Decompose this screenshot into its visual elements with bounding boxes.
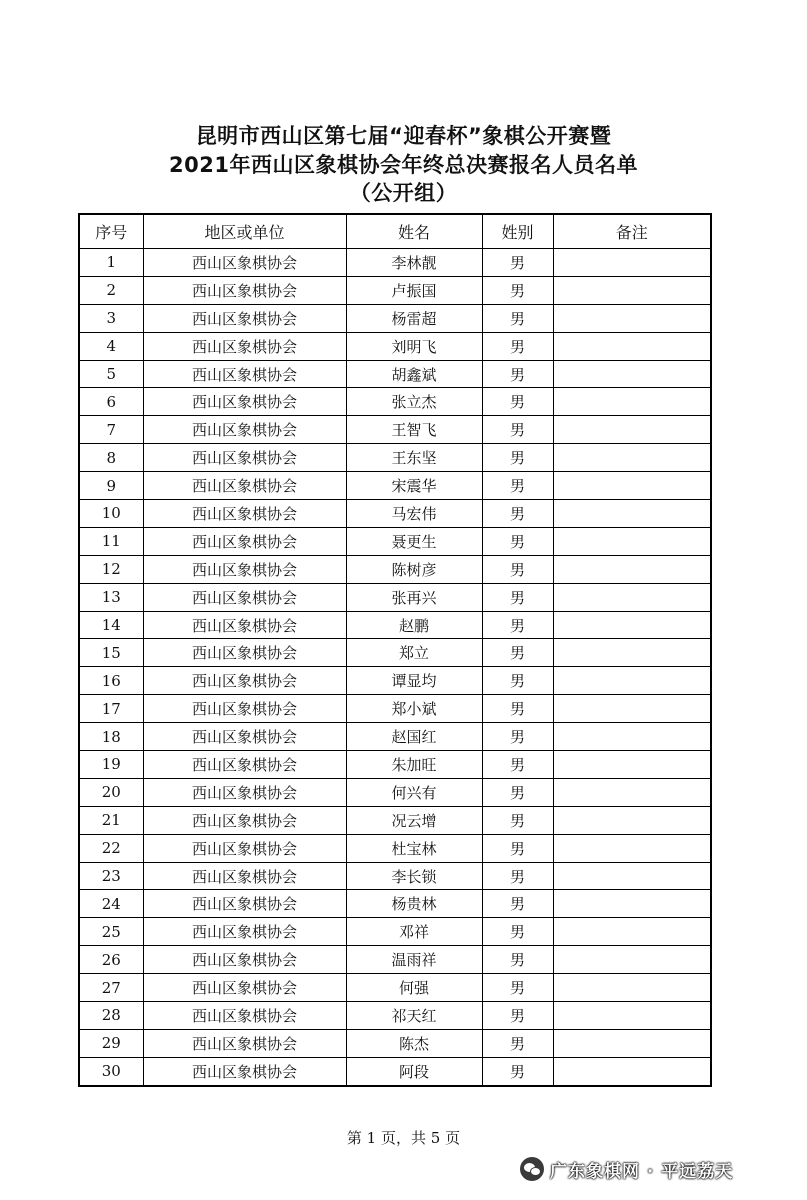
cell-unit: 西山区象棋协会 <box>143 276 346 304</box>
table-row <box>79 611 711 639</box>
header-serial: 序号 <box>79 214 143 249</box>
cell-gender: 男 <box>482 1029 553 1057</box>
cell-remarks <box>553 918 711 946</box>
cell-name: 马宏伟 <box>346 500 482 528</box>
cell-gender: 男 <box>482 500 553 528</box>
table-row <box>79 360 711 388</box>
cell-serial: 12 <box>79 555 143 583</box>
registration-table <box>78 213 712 1087</box>
table-row <box>79 1002 711 1030</box>
cell-remarks <box>553 332 711 360</box>
watermark-text: 广东象棋网 · 平远荔天 <box>550 1161 734 1182</box>
cell-remarks <box>553 249 711 277</box>
cell-serial: 17 <box>79 695 143 723</box>
cell-unit: 西山区象棋协会 <box>143 778 346 806</box>
cell-unit: 西山区象棋协会 <box>143 249 346 277</box>
cell-serial: 13 <box>79 583 143 611</box>
cell-unit: 西山区象棋协会 <box>143 974 346 1002</box>
cell-name: 赵国红 <box>346 723 482 751</box>
cell-name: 谭显均 <box>346 667 482 695</box>
cell-gender: 男 <box>482 332 553 360</box>
cell-name: 陈树彦 <box>346 555 482 583</box>
cell-name: 何强 <box>346 974 482 1002</box>
table-row <box>79 416 711 444</box>
table-row <box>79 695 711 723</box>
cell-unit: 西山区象棋协会 <box>143 890 346 918</box>
cell-gender: 男 <box>482 1002 553 1030</box>
cell-gender: 男 <box>482 276 553 304</box>
table-row <box>79 890 711 918</box>
table-row <box>79 778 711 806</box>
cell-remarks <box>553 751 711 779</box>
cell-unit: 西山区象棋协会 <box>143 1057 346 1085</box>
cell-serial: 4 <box>79 332 143 360</box>
cell-gender: 男 <box>482 583 553 611</box>
cell-serial: 11 <box>79 527 143 555</box>
cell-gender: 男 <box>482 834 553 862</box>
table-row <box>79 862 711 890</box>
cell-unit: 西山区象棋协会 <box>143 639 346 667</box>
cell-unit: 西山区象棋协会 <box>143 1002 346 1030</box>
cell-gender: 男 <box>482 1057 553 1085</box>
table-header-row <box>79 214 711 249</box>
cell-name: 陈杰 <box>346 1029 482 1057</box>
cell-unit: 西山区象棋协会 <box>143 500 346 528</box>
cell-unit: 西山区象棋协会 <box>143 695 346 723</box>
cell-serial: 24 <box>79 890 143 918</box>
cell-unit: 西山区象棋协会 <box>143 583 346 611</box>
cell-unit: 西山区象棋协会 <box>143 416 346 444</box>
cell-name: 温雨祥 <box>346 946 482 974</box>
table-row <box>79 974 711 1002</box>
cell-gender: 男 <box>482 723 553 751</box>
cell-unit: 西山区象棋协会 <box>143 946 346 974</box>
cell-unit: 西山区象棋协会 <box>143 388 346 416</box>
table-row <box>79 388 711 416</box>
cell-serial: 28 <box>79 1002 143 1030</box>
cell-unit: 西山区象棋协会 <box>143 751 346 779</box>
cell-name: 张立杰 <box>346 388 482 416</box>
document-title-line1: 昆明市西山区第七届“迎春杯”象棋公开赛暨 <box>195 124 612 148</box>
cell-gender: 男 <box>482 472 553 500</box>
cell-serial: 21 <box>79 806 143 834</box>
cell-remarks <box>553 695 711 723</box>
cell-serial: 8 <box>79 444 143 472</box>
cell-serial: 5 <box>79 360 143 388</box>
cell-name: 王东坚 <box>346 444 482 472</box>
cell-serial: 9 <box>79 472 143 500</box>
cell-serial: 10 <box>79 500 143 528</box>
cell-serial: 22 <box>79 834 143 862</box>
table-row <box>79 1029 711 1057</box>
table-row <box>79 304 711 332</box>
cell-serial: 1 <box>79 249 143 277</box>
table-row <box>79 249 711 277</box>
cell-gender: 男 <box>482 974 553 1002</box>
cell-serial: 25 <box>79 918 143 946</box>
cell-serial: 26 <box>79 946 143 974</box>
cell-remarks <box>553 723 711 751</box>
table-row <box>79 946 711 974</box>
cell-name: 郑小斌 <box>346 695 482 723</box>
cell-name: 宋震华 <box>346 472 482 500</box>
cell-serial: 27 <box>79 974 143 1002</box>
cell-serial: 2 <box>79 276 143 304</box>
table-row <box>79 751 711 779</box>
cell-gender: 男 <box>482 695 553 723</box>
cell-unit: 西山区象棋协会 <box>143 1029 346 1057</box>
table-row <box>79 444 711 472</box>
cell-name: 何兴有 <box>346 778 482 806</box>
cell-remarks <box>553 667 711 695</box>
cell-gender: 男 <box>482 862 553 890</box>
cell-unit: 西山区象棋协会 <box>143 918 346 946</box>
cell-serial: 19 <box>79 751 143 779</box>
table-row <box>79 276 711 304</box>
cell-name: 李长锁 <box>346 862 482 890</box>
cell-remarks <box>553 500 711 528</box>
table-row <box>79 583 711 611</box>
cell-remarks <box>553 862 711 890</box>
cell-serial: 29 <box>79 1029 143 1057</box>
cell-gender: 男 <box>482 611 553 639</box>
cell-remarks <box>553 472 711 500</box>
table-row <box>79 332 711 360</box>
cell-gender: 男 <box>482 416 553 444</box>
table-row <box>79 527 711 555</box>
cell-unit: 西山区象棋协会 <box>143 806 346 834</box>
cell-gender: 男 <box>482 555 553 583</box>
cell-gender: 男 <box>482 890 553 918</box>
cell-name: 祁天红 <box>346 1002 482 1030</box>
cell-name: 杜宝林 <box>346 834 482 862</box>
cell-name: 朱加旺 <box>346 751 482 779</box>
cell-remarks <box>553 611 711 639</box>
cell-unit: 西山区象棋协会 <box>143 862 346 890</box>
cell-unit: 西山区象棋协会 <box>143 555 346 583</box>
cell-unit: 西山区象棋协会 <box>143 527 346 555</box>
cell-name: 刘明飞 <box>346 332 482 360</box>
cell-remarks <box>553 974 711 1002</box>
document-title-line2: 2021年西山区象棋协会年终总决赛报名人员名单 <box>169 153 638 177</box>
cell-serial: 3 <box>79 304 143 332</box>
table-row <box>79 918 711 946</box>
cell-remarks <box>553 806 711 834</box>
cell-gender: 男 <box>482 751 553 779</box>
cell-serial: 23 <box>79 862 143 890</box>
header-gender: 姓别 <box>482 214 553 249</box>
cell-remarks <box>553 1002 711 1030</box>
cell-name: 胡鑫斌 <box>346 360 482 388</box>
cell-name: 况云增 <box>346 806 482 834</box>
cell-unit: 西山区象棋协会 <box>143 304 346 332</box>
cell-unit: 西山区象棋协会 <box>143 723 346 751</box>
cell-serial: 20 <box>79 778 143 806</box>
header-remarks: 备注 <box>553 214 711 249</box>
cell-serial: 15 <box>79 639 143 667</box>
watermark <box>520 1153 770 1185</box>
cell-name: 杨贵林 <box>346 890 482 918</box>
cell-gender: 男 <box>482 667 553 695</box>
cell-remarks <box>553 444 711 472</box>
cell-name: 李林靓 <box>346 249 482 277</box>
cell-remarks <box>553 1057 711 1085</box>
cell-gender: 男 <box>482 639 553 667</box>
cell-unit: 西山区象棋协会 <box>143 472 346 500</box>
cell-gender: 男 <box>482 918 553 946</box>
document-subtitle: （公开组） <box>349 181 458 205</box>
cell-unit: 西山区象棋协会 <box>143 332 346 360</box>
cell-gender: 男 <box>482 249 553 277</box>
cell-serial: 16 <box>79 667 143 695</box>
cell-name: 邓祥 <box>346 918 482 946</box>
cell-unit: 西山区象棋协会 <box>143 444 346 472</box>
cell-remarks <box>553 360 711 388</box>
table-row <box>79 472 711 500</box>
cell-remarks <box>553 946 711 974</box>
cell-unit: 西山区象棋协会 <box>143 834 346 862</box>
cell-remarks <box>553 583 711 611</box>
table-row <box>79 500 711 528</box>
cell-gender: 男 <box>482 778 553 806</box>
cell-gender: 男 <box>482 360 553 388</box>
cell-unit: 西山区象棋协会 <box>143 611 346 639</box>
table-row <box>79 723 711 751</box>
cell-remarks <box>553 1029 711 1057</box>
table-row <box>79 667 711 695</box>
header-unit: 地区或单位 <box>143 214 346 249</box>
table-row <box>79 555 711 583</box>
cell-serial: 7 <box>79 416 143 444</box>
cell-remarks <box>553 416 711 444</box>
cell-name: 郑立 <box>346 639 482 667</box>
cell-remarks <box>553 276 711 304</box>
cell-gender: 男 <box>482 806 553 834</box>
table-row <box>79 806 711 834</box>
cell-gender: 男 <box>482 444 553 472</box>
cell-gender: 男 <box>482 304 553 332</box>
cell-serial: 30 <box>79 1057 143 1085</box>
cell-serial: 6 <box>79 388 143 416</box>
table-row <box>79 834 711 862</box>
cell-name: 杨雷超 <box>346 304 482 332</box>
cell-remarks <box>553 555 711 583</box>
table-row <box>79 639 711 667</box>
cell-name: 王智飞 <box>346 416 482 444</box>
cell-name: 卢振国 <box>346 276 482 304</box>
table-body <box>79 249 711 1086</box>
cell-unit: 西山区象棋协会 <box>143 667 346 695</box>
cell-name: 张再兴 <box>346 583 482 611</box>
table-row <box>79 1057 711 1085</box>
cell-name: 阿段 <box>346 1057 482 1085</box>
cell-gender: 男 <box>482 946 553 974</box>
cell-remarks <box>553 778 711 806</box>
cell-remarks <box>553 388 711 416</box>
cell-remarks <box>553 304 711 332</box>
cell-serial: 18 <box>79 723 143 751</box>
cell-serial: 14 <box>79 611 143 639</box>
page-number: 第 1 页，共 5 页 <box>346 1129 461 1147</box>
wechat-icon <box>520 1157 544 1181</box>
cell-remarks <box>553 890 711 918</box>
cell-gender: 男 <box>482 527 553 555</box>
cell-unit: 西山区象棋协会 <box>143 360 346 388</box>
cell-name: 聂更生 <box>346 527 482 555</box>
cell-gender: 男 <box>482 388 553 416</box>
cell-remarks <box>553 527 711 555</box>
cell-name: 赵鹏 <box>346 611 482 639</box>
cell-remarks <box>553 639 711 667</box>
header-name: 姓名 <box>346 214 482 249</box>
cell-remarks <box>553 834 711 862</box>
